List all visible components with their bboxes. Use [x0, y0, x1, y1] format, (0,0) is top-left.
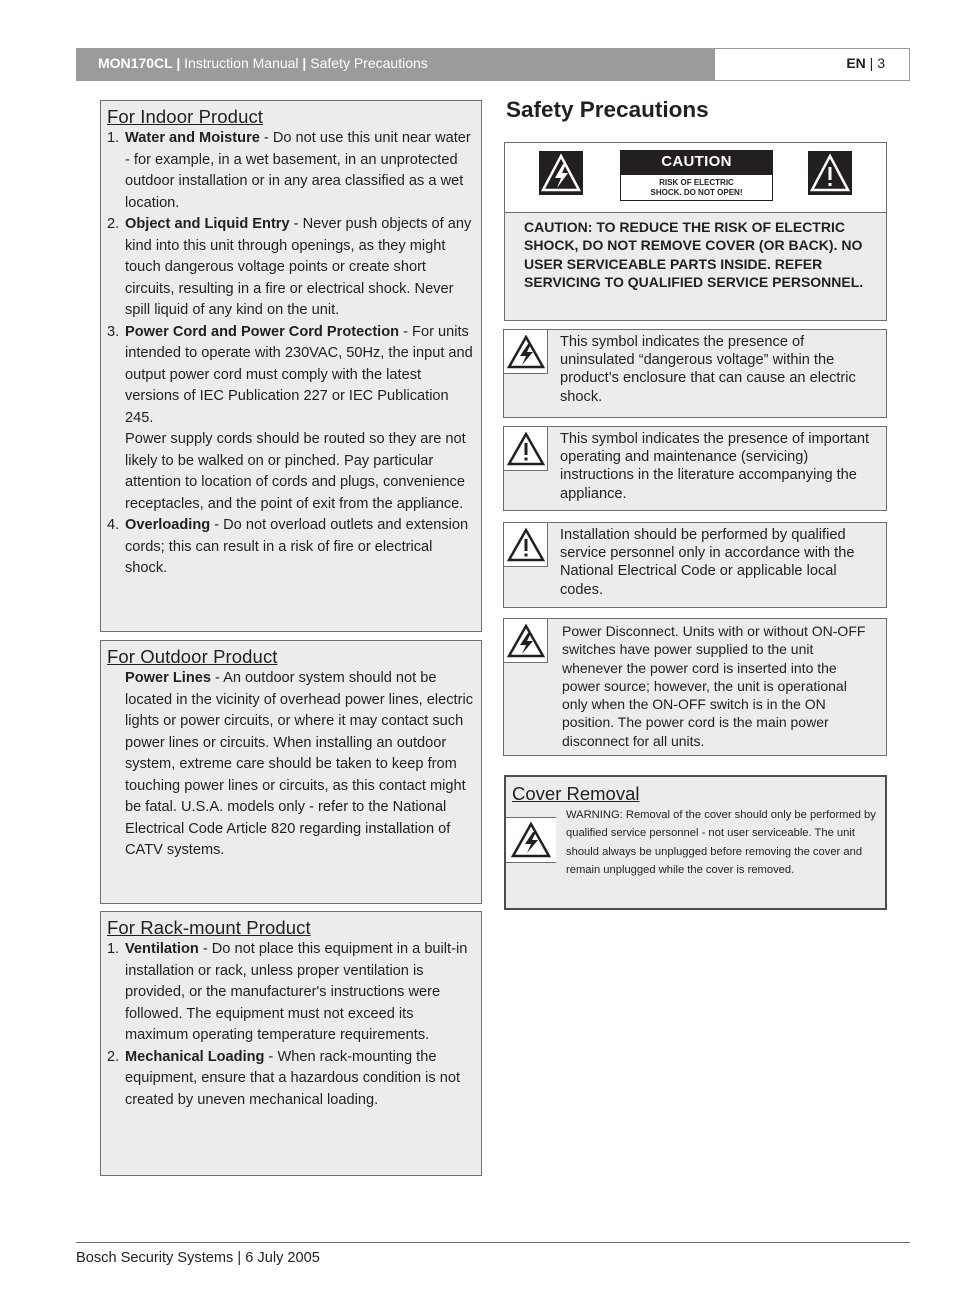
list-item — [107, 214, 473, 322]
list-item-heading: Mechanical Loading — [125, 1048, 265, 1065]
list-item-text: - For units intended to operate with 230VAC, 50Hz, the input and output power cord must comply with the latest versions of IEC Publication 227 or IEC Publication 245. — [125, 323, 473, 426]
list-item-heading: Water and Moisture — [125, 130, 260, 146]
list-item — [107, 939, 473, 1047]
caution-label — [620, 150, 773, 203]
list-item — [107, 128, 473, 214]
list-item-text: - Do not overload outlets and extension cords; this can result in a risk of fire or electrical shock. — [125, 517, 469, 576]
lightning-warning-icon — [504, 619, 548, 663]
exclamation-warning-icon — [504, 523, 548, 567]
list-item — [107, 1047, 473, 1112]
list-item-heading: Overloading — [125, 517, 211, 533]
list-number: 3. — [107, 323, 120, 340]
caution-text: CAUTION: TO REDUCE THE RISK OF ELECTRIC SHOCK, DO NOT REMOVE COVER (OR BACK). NO USER SERVICEABLE PARTS INSIDE. REFER SERVICING TO QUALIFIED SERVICE PERSONNEL. — [524, 219, 864, 291]
list-item — [107, 515, 473, 580]
symbol-description: Power Disconnect. Units with or without ON-OFF switches have power supplied to the unit whenever the power cord is inserted into the power source; however, the unit is operational only when the ON-OFF switch is in the ON position. The power cord is the main power disconnect for all units. — [562, 623, 866, 749]
caution-small-line-2: SHOCK. DO NOT OPEN! — [650, 188, 743, 197]
list-number: 2. — [107, 216, 120, 232]
outdoor-heading: Power Lines — [125, 670, 211, 686]
list-item-heading: Object and Liquid Entry — [125, 216, 290, 232]
outdoor-product-panel — [100, 640, 482, 904]
header-separator-1: | — [172, 55, 185, 71]
rack-mount-product-title: For Rack-mount Product — [107, 917, 311, 938]
caution-label-heading: CAUTION — [620, 150, 773, 174]
cover-removal-title: Cover Removal — [512, 783, 640, 804]
exclamation-warning-icon — [504, 427, 548, 471]
lightning-warning-icon — [504, 330, 548, 374]
header-lang-separator: | — [865, 55, 878, 71]
symbol-box-important-instructions — [503, 426, 887, 511]
caution-box — [504, 142, 887, 321]
lightning-warning-icon — [539, 151, 583, 195]
caution-label-small — [620, 174, 773, 201]
symbol-box-installation — [503, 522, 887, 608]
header-section: Safety Precautions — [310, 55, 428, 71]
footer-text: Bosch Security Systems | 6 July 2005 — [76, 1250, 320, 1266]
symbol-box-power-disconnect — [503, 618, 887, 756]
caution-small-line-1: RISK OF ELECTRIC — [659, 178, 734, 187]
indoor-product-list-continued — [107, 515, 473, 580]
symbol-description: Installation should be performed by qualified service personnel only in accordance with the National Electrical Code or applicable local codes. — [560, 527, 855, 598]
cover-removal-box — [504, 775, 887, 910]
list-number: 2. — [107, 1048, 120, 1065]
header-title-bar — [76, 48, 714, 81]
cover-removal-text: WARNING: Removal of the cover should only be performed by qualified service personnel - not user serviceable. The unit should always be unplugged before removing the cover and remain unplugged while the cover is removed. — [566, 809, 876, 877]
page-header — [76, 48, 910, 81]
indoor-product-panel — [100, 100, 482, 632]
indoor-product-list — [107, 128, 473, 429]
lightning-warning-icon — [506, 817, 556, 863]
list-number: 1. — [107, 130, 120, 146]
list-item — [107, 322, 473, 430]
header-page-number: 3 — [877, 55, 885, 71]
exclamation-warning-icon — [808, 151, 852, 195]
indoor-item3-extra-text: Power supply cords should be routed so they are not likely to be walked on or pinched. Pay particular attention to location of cords and plugs, convenience receptacles, and the point of exit from the appliance. — [125, 431, 466, 512]
list-number: 4. — [107, 517, 120, 533]
list-item-text: - When rack-mounting the equipment, ensure that a hazardous condition is not created by uneven mechanical loading. — [125, 1048, 461, 1108]
list-number: 1. — [107, 941, 120, 957]
outdoor-product-text — [107, 668, 473, 862]
list-item-text: - Do not place this equipment in a built-in installation or rack, unless proper ventilation is provided, or the manufacturer's instructions were followed. The equipment must not exceed its maximum operating temperature requirements. — [125, 941, 468, 1043]
list-item-heading: Ventilation — [125, 941, 199, 957]
header-page-indicator — [714, 48, 910, 81]
list-item-heading: Power Cord and Power Cord Protection — [125, 323, 400, 340]
indoor-product-title: For Indoor Product — [107, 106, 264, 127]
rack-mount-product-list — [107, 939, 473, 1111]
footer-divider — [76, 1242, 910, 1243]
symbol-description: This symbol indicates the presence of uninsulated “dangerous voltage” within the product’s enclosure that can cause an electric shock. — [560, 334, 856, 405]
symbol-description: This symbol indicates the presence of important operating and maintenance (servicing) instructions in the literature accompanying the appliance. — [560, 431, 870, 502]
header-model: MON170CL — [98, 55, 173, 71]
caution-label-row — [505, 143, 886, 213]
header-language: EN — [846, 55, 866, 71]
list-item-text: - Never push objects of any kind into this unit through openings, as they might touch dangerous voltage points or create short circuits, resulting in a fire or electrical shock. Never spill liquid of any kind on the unit. — [125, 216, 472, 318]
outdoor-body: - An outdoor system should not be located in the vicinity of overhead power lines, electric lights or power circuits, or where it may contact such power lines or circuits. When installing an outdoor system, extreme care should be taken to keep from touching power lines or circuits, as this contact might be fatal. U.S.A. models only - refer to the National Electrical Code Article 820 regarding installation of CATV systems. — [125, 670, 473, 858]
outdoor-product-title: For Outdoor Product — [107, 646, 278, 667]
list-item-text: - Do not use this unit near water - for example, in a wet basement, in an unprotected outdoor installation or in any area classified as a wet location. — [125, 130, 471, 211]
symbol-box-dangerous-voltage — [503, 329, 887, 418]
rack-mount-product-panel — [100, 911, 482, 1176]
header-doc: Instruction Manual — [184, 55, 299, 71]
safety-precautions-title: Safety Precautions — [506, 97, 709, 122]
header-separator-2: | — [298, 55, 311, 71]
